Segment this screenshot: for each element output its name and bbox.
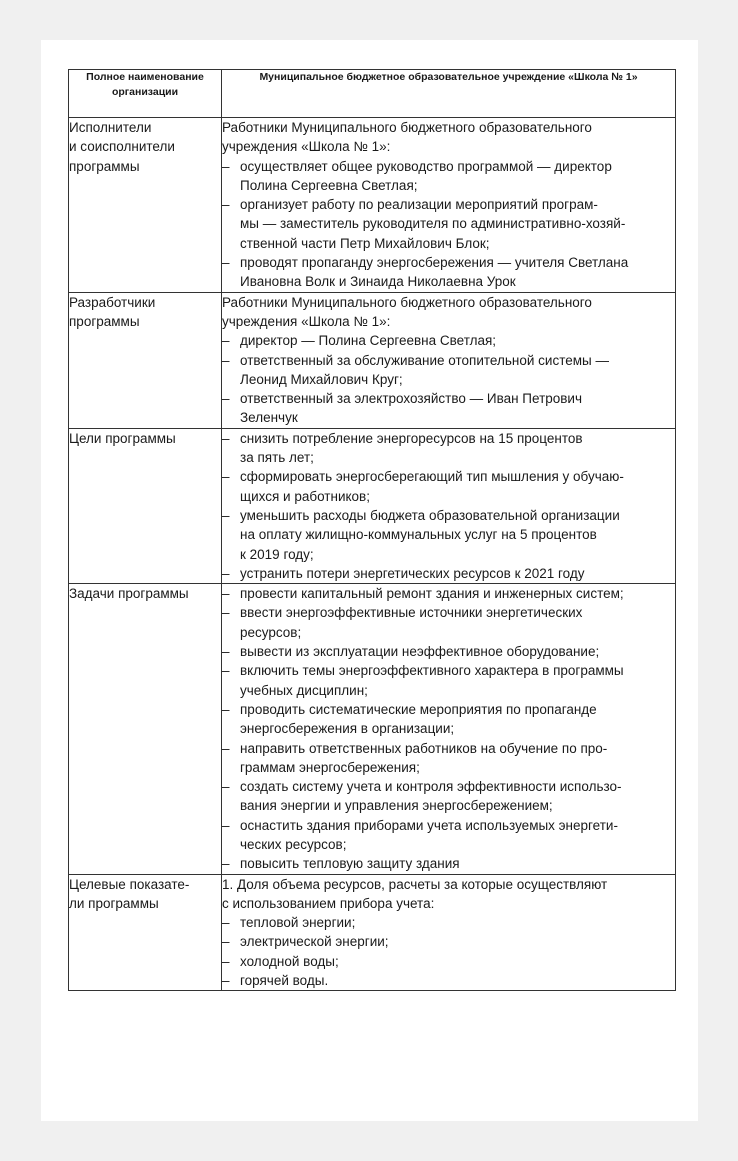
row-label-line: и соисполнители	[69, 139, 175, 155]
table-row	[69, 292, 676, 428]
row-label-line: Задачи программы	[69, 586, 189, 602]
list-item-line: уменьшить расходы бюджета образовательной организации	[240, 507, 620, 523]
list-item-line: ответственный за электрохозяйство — Иван Петрович	[240, 391, 583, 407]
list-item	[222, 253, 675, 292]
header-label-line: организации	[111, 86, 179, 98]
list-item-line: вания энергии и управления энергосбережением;	[240, 798, 553, 814]
list-item	[222, 700, 675, 739]
list-item-line: горячей воды.	[240, 973, 329, 989]
dash-bullet: –	[222, 586, 230, 602]
list-item	[222, 854, 675, 873]
table-row	[69, 874, 676, 991]
list-item	[222, 642, 675, 661]
list-item	[222, 467, 675, 506]
dash-bullet: –	[222, 663, 230, 679]
row-label-line: программы	[69, 313, 140, 329]
list-item	[222, 952, 675, 971]
list-item-line: проводить систематические мероприятия по пропаганде	[240, 701, 597, 717]
list-item-line: энергосбережения в организации;	[240, 721, 455, 737]
dash-bullet: –	[222, 953, 230, 969]
list-item-line: электрической энергии;	[240, 934, 389, 950]
row-label-line: Целевые показате-	[69, 876, 190, 892]
list-item-line: Зеленчук	[240, 410, 298, 426]
list-item	[222, 157, 675, 196]
organization-name-cell: Муниципальное бюджетное образовательное учреждение «Школа № 1»	[222, 70, 676, 118]
row-label-cell	[69, 584, 222, 874]
list-item-line: учебных дисциплин;	[240, 682, 368, 698]
intro-line: с использованием прибора учета:	[222, 895, 435, 911]
list-item-line: оснастить здания приборами учета используемых энергети-	[240, 817, 618, 833]
list-item-line: Полина Сергеевна Светлая;	[240, 177, 418, 193]
list-item-line: Ивановна Волк и Зинаида Николаевна Урок	[240, 274, 516, 290]
list-item	[222, 816, 675, 855]
dash-bullet: –	[222, 779, 230, 795]
row-content-cell	[222, 118, 676, 293]
list-item-line: ственной части Петр Михайлович Блок;	[240, 235, 490, 251]
dash-bullet: –	[222, 701, 230, 717]
list-item-line: создать систему учета и контроля эффективности использо-	[240, 779, 622, 795]
list-item-line: вывести из эксплуатации неэффективное оборудование;	[240, 644, 600, 660]
intro-line: учреждения «Школа № 1»:	[222, 313, 391, 329]
row-content-cell	[222, 428, 676, 583]
list-item	[222, 971, 675, 990]
list-item-line: устранить потери энергетических ресурсов к 2021 году	[240, 565, 585, 581]
list-item	[222, 351, 675, 390]
dash-bullet: –	[222, 507, 230, 523]
list-item	[222, 389, 675, 428]
table-row	[69, 428, 676, 583]
list-item-line: ческих ресурсов;	[240, 836, 347, 852]
row-label-cell	[69, 428, 222, 583]
list-item-line: сформировать энергосберегающий тип мышления у обучаю-	[240, 469, 624, 485]
list-item-line: проводят пропаганду энергосбережения — учителя Светлана	[240, 255, 629, 271]
row-label-cell	[69, 118, 222, 293]
dash-bullet: –	[222, 915, 230, 931]
list-item	[222, 661, 675, 700]
dash-bullet: –	[222, 740, 230, 756]
table-row	[69, 118, 676, 293]
list-item-line: ответственный за обслуживание отопительной системы —	[240, 352, 609, 368]
row-label-cell	[69, 874, 222, 991]
list-item-line: направить ответственных работников на обучение по про-	[240, 740, 608, 756]
intro-line: Работники Муниципального бюджетного образовательного	[222, 294, 592, 310]
row-label-line: Цели программы	[69, 430, 176, 446]
list-item-line: провести капитальный ремонт здания и инженерных систем;	[240, 586, 624, 602]
list-item-line: к 2019 году;	[240, 546, 314, 562]
list-item-line: на оплату жилищно-коммунальных услуг на 5 процентов	[240, 527, 597, 543]
row-label-line: Исполнители	[69, 120, 152, 135]
list-item-line: осуществляет общее руководство программой — директор	[240, 158, 612, 174]
list-item	[222, 603, 675, 642]
dash-bullet: –	[222, 856, 230, 872]
intro-line: Работники Муниципального бюджетного образовательного	[222, 120, 592, 135]
list-item-line: организует работу по реализации мероприятий програм-	[240, 197, 598, 213]
dash-bullet: –	[222, 352, 230, 368]
list-item	[222, 195, 675, 253]
row-label-line: Разработчики	[69, 294, 156, 310]
header-label-line: Полное наименование	[86, 71, 204, 83]
list-item	[222, 584, 675, 603]
row-content-cell	[222, 874, 676, 991]
list-item-line: повысить тепловую защиту здания	[240, 856, 460, 872]
row-content-cell	[222, 292, 676, 428]
dash-bullet: –	[222, 644, 230, 660]
dash-bullet: –	[222, 973, 230, 989]
list-item-line: щихся и работников;	[240, 488, 370, 504]
list-item-line: холодной воды;	[240, 953, 339, 969]
list-item	[222, 429, 675, 468]
intro-line: учреждения «Школа № 1»:	[222, 139, 391, 155]
list-item	[222, 331, 675, 350]
list-item	[222, 739, 675, 778]
dash-bullet: –	[222, 934, 230, 950]
list-item-line: ресурсов;	[240, 624, 302, 640]
list-item-line: Леонид Михайлович Круг;	[240, 371, 403, 387]
program-passport-table	[68, 69, 676, 991]
list-item	[222, 564, 675, 583]
list-item-line: граммам энергосбережения;	[240, 759, 420, 775]
list-item-line: мы — заместитель руководителя по административно-хозяй-	[240, 216, 626, 232]
list-item-line: за пять лет;	[240, 450, 314, 466]
dash-bullet: –	[222, 391, 230, 407]
list-item	[222, 932, 675, 951]
dash-bullet: –	[222, 605, 230, 621]
dash-bullet: –	[222, 817, 230, 833]
list-item	[222, 777, 675, 816]
document-page	[41, 40, 698, 1121]
dash-bullet: –	[222, 158, 230, 174]
row-label-line: программы	[69, 158, 140, 174]
list-item-line: тепловой энергии;	[240, 915, 356, 931]
header-label-cell	[69, 70, 222, 118]
intro-line: 1. Доля объема ресурсов, расчеты за которые осуществляют	[222, 876, 608, 892]
list-item-line: директор — Полина Сергеевна Светлая;	[240, 333, 497, 349]
dash-bullet: –	[222, 469, 230, 485]
list-item-line: снизить потребление энергоресурсов на 15 процентов	[240, 430, 583, 446]
list-item-line: включить темы энергоэффективного характера в программы	[240, 663, 624, 679]
list-item	[222, 913, 675, 932]
dash-bullet: –	[222, 430, 230, 446]
dash-bullet: –	[222, 255, 230, 271]
row-label-line: ли программы	[69, 895, 159, 911]
table-row	[69, 584, 676, 874]
row-content-cell	[222, 584, 676, 874]
dash-bullet: –	[222, 197, 230, 213]
list-item-line: ввести энергоэффективные источники энергетических	[240, 605, 583, 621]
dash-bullet: –	[222, 333, 230, 349]
list-item	[222, 506, 675, 564]
dash-bullet: –	[222, 565, 230, 581]
row-label-cell	[69, 292, 222, 428]
table-header-row	[69, 70, 676, 118]
